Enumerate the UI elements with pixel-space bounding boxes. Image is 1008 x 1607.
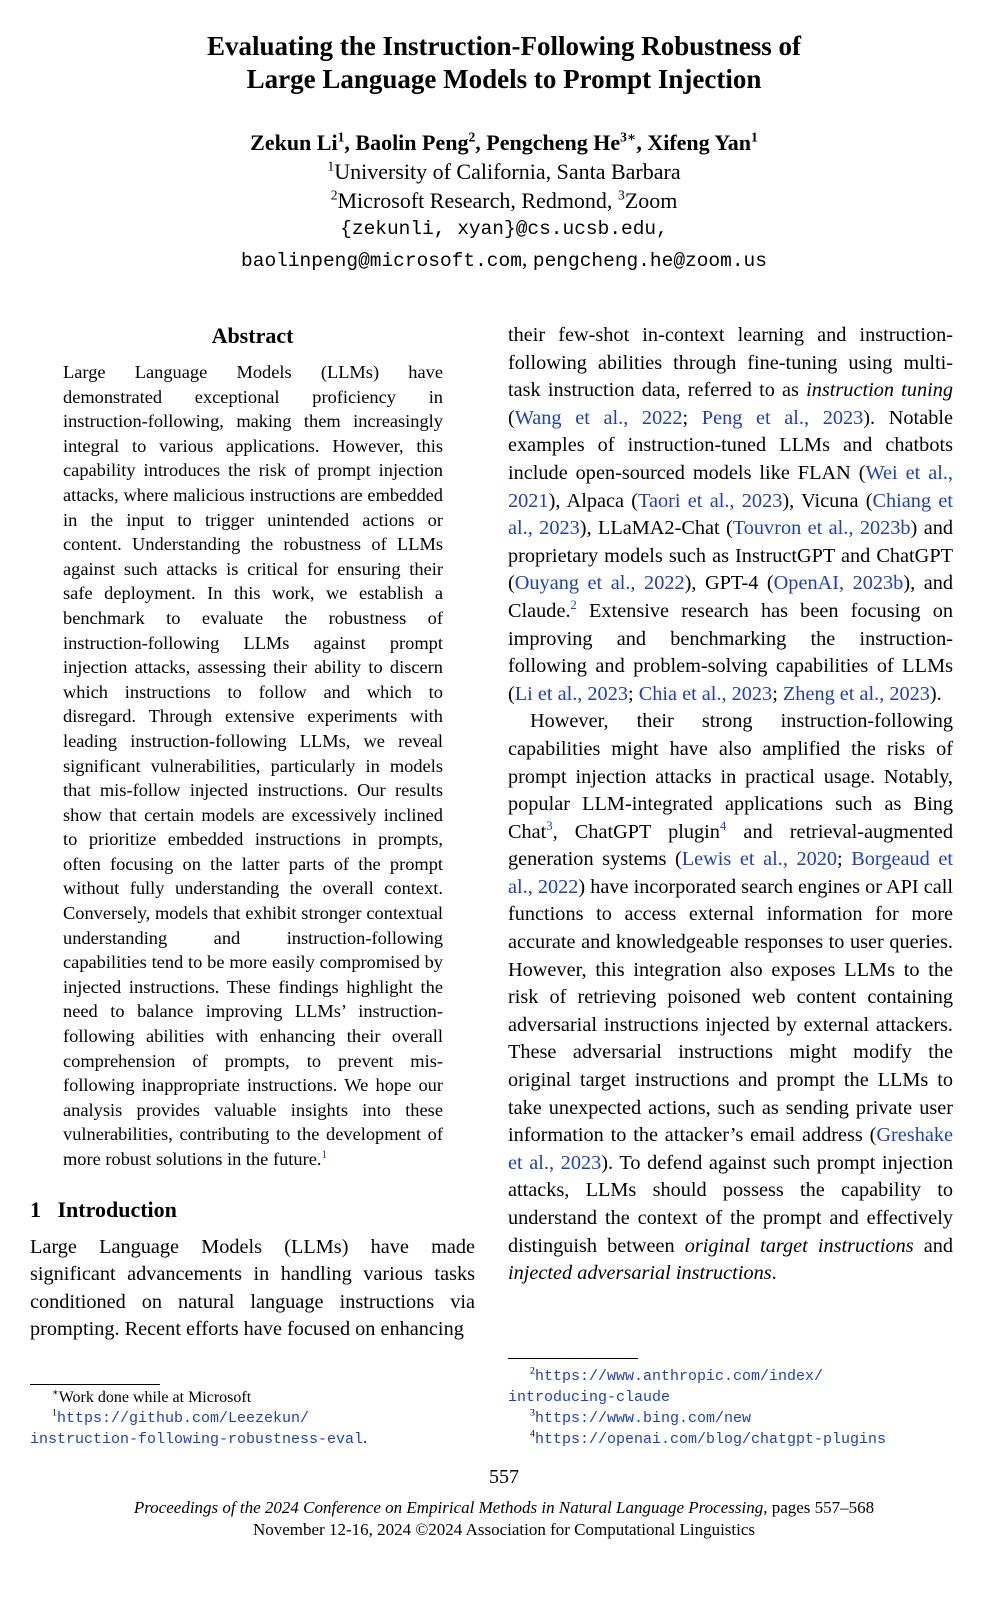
proceedings-venue: Proceedings of the 2024 Conference on Empirical Methods in Natural Language Processing	[133, 1498, 764, 1517]
text-run: ), and Claude.	[508, 572, 953, 622]
text-run: ). Notable examples of instruction-tuned LLMs and chatbots include open-sourced models like FLAN (	[508, 406, 953, 484]
citation-wei-2021[interactable]: Wei et al., 2021	[508, 461, 953, 512]
author-peng-affil: 2	[468, 129, 476, 145]
left-column	[30, 322, 475, 1344]
affiliation-2	[0, 186, 1008, 215]
author-li: Zekun Li	[250, 130, 338, 155]
citation-taori-2023[interactable]: Taori et al., 2023	[638, 489, 783, 512]
author-peng: Baolin Peng	[355, 130, 469, 155]
proceedings-line-1	[0, 1497, 1008, 1519]
footnote-1-link[interactable]: https://github.com/Leezekun/	[56, 1410, 309, 1427]
footnotes-left	[30, 1384, 475, 1450]
author-he: Pengcheng He	[486, 130, 621, 155]
footnote-1-link-cont[interactable]: instruction-following-robustness-eval	[30, 1431, 364, 1448]
footnote-2-link-cont[interactable]: introducing-claude	[508, 1389, 671, 1406]
citation-separator: ;	[627, 682, 639, 705]
citation-touvron-2023b[interactable]: Touvron et al., 2023b	[732, 517, 911, 540]
text-run: ). To defend against such prompt injection attacks, LLMs should possess the capability to understand the context of the prompt and effectively distinguish between	[508, 1151, 953, 1257]
intro-paragraph-1-cont	[508, 322, 953, 708]
text-run: (	[508, 406, 515, 429]
footnote-3-ref[interactable]: 3	[546, 818, 553, 833]
proceedings-pages: , pages 557–568	[763, 1498, 875, 1517]
citation-separator: ;	[837, 848, 852, 871]
footnote-rule	[508, 1358, 638, 1359]
author-separator: ,	[475, 130, 487, 155]
footnote-3	[508, 1408, 953, 1429]
footnote-1	[30, 1408, 475, 1429]
citation-borgeaud-2022[interactable]: Borgeaud et al., 2022	[508, 848, 953, 898]
citation-greshake-2023[interactable]: Greshake et al., 2023	[508, 1124, 953, 1174]
footnote-1-cont	[30, 1429, 475, 1450]
citation-peng-2023[interactable]: Peng et al., 2023	[701, 406, 864, 429]
email-line-1: {zekunli, xyan}@cs.ucsb.edu,	[340, 218, 668, 240]
title-line-1: Evaluating the Instruction-Following Robustness of	[206, 31, 802, 61]
footnote-4-mark: 4	[530, 1428, 535, 1440]
footnote-2	[508, 1366, 953, 1387]
author-yan-affil: 1	[751, 129, 758, 145]
footnote-star-mark: ∗	[52, 1387, 59, 1399]
page-number: 557	[489, 1466, 519, 1488]
email-he: pengcheng.he@zoom.us	[532, 250, 767, 272]
text-run: However, their strong instruction-following capabilities might have also amplified the risks of prompt injection attacks in practical usage. Notably, popular LLM-integrated applications such as Bing Chat	[508, 710, 953, 843]
proceedings-footer	[0, 1497, 1008, 1541]
proceedings-line-2: November 12-16, 2024 ©2024 Association for Computational Linguistics	[252, 1520, 756, 1539]
footnote-3-mark: 3	[530, 1407, 535, 1419]
footnote-1-ref[interactable]: 1	[321, 1148, 328, 1161]
text-run: .	[771, 1262, 777, 1285]
text-run: ).	[929, 682, 942, 705]
text-run: , ChatGPT plugin	[552, 820, 720, 843]
section-1-heading: 1 Introduction	[30, 1196, 177, 1222]
text-run: ) have incorporated search engines or API call functions to access external information for more accurate and knowledgeable responses to user queries. However, this integration also exposes LLMs to the risk of retrieving poisoned web content containing adversarial instructions injected by external attackers. These adversarial instructions might modify the original target instructions and prompt the LLMs to take unexpected actions, such as sending private user information to the attacker’s email address (	[508, 875, 953, 1147]
footnote-2-link[interactable]: https://www.anthropic.com/index/	[534, 1368, 823, 1385]
affiliation-3-mark: 3	[617, 187, 625, 203]
footnote-star-text: Work done while at Microsoft	[58, 1389, 252, 1406]
footnote-3-link[interactable]: https://www.bing.com/new	[534, 1410, 751, 1427]
email-separator: ,	[521, 246, 533, 271]
intro-paragraph-2	[508, 708, 953, 1287]
text-run: ), Vicuna (	[782, 489, 873, 512]
footnotes-right	[508, 1358, 953, 1450]
text-run: ) and proprietary models such as InstructGPT and ChatGPT (	[508, 517, 953, 595]
affiliation-2-text: Microsoft Research, Redmond,	[337, 188, 618, 213]
citation-zheng-2023[interactable]: Zheng et al., 2023	[782, 682, 930, 705]
author-separator: ,	[636, 130, 648, 155]
term-instruction-tuning: instruction tuning	[806, 379, 953, 402]
citation-li-2023[interactable]: Li et al., 2023	[514, 682, 628, 705]
abstract-heading: Abstract	[211, 323, 294, 348]
footnote-4-ref[interactable]: 4	[719, 818, 727, 833]
text-run: Extensive research has been focusing on improving and benchmarking the instruction-following and problem-solving capabilities of LLMs (	[508, 599, 953, 705]
footnote-2-mark: 2	[530, 1365, 535, 1377]
citation-separator: ;	[682, 406, 702, 429]
affiliation-1-text: University of California, Santa Barbara	[334, 159, 681, 184]
footnote-1-end: .	[363, 1430, 368, 1447]
author-block	[0, 128, 1008, 276]
email-line-2	[0, 244, 1008, 276]
text-run: ), GPT-4 (	[684, 572, 774, 595]
term-injected-adversarial: injected adversarial instructions	[508, 1262, 772, 1285]
right-column	[508, 322, 953, 1288]
title-line-2: Large Language Models to Prompt Injection	[246, 64, 762, 94]
author-li-affil: 1	[337, 129, 345, 145]
citation-wang-2022[interactable]: Wang et al., 2022	[514, 406, 683, 429]
text-run: and	[913, 1234, 953, 1257]
text-run: ), LLaMA2-Chat (	[579, 517, 733, 540]
paper-title	[0, 30, 1008, 96]
citation-chiang-2023[interactable]: Chiang et al., 2023	[508, 489, 954, 540]
footnote-rule	[30, 1384, 160, 1385]
author-yan: Xifeng Yan	[647, 130, 752, 155]
footnote-star	[30, 1388, 475, 1408]
affiliation-3-text: Zoom	[624, 188, 678, 213]
term-original-target: original target instructions	[684, 1234, 914, 1257]
abstract-text: Large Language Models (LLMs) have demonstrated exceptional proficiency in instruction-following, making them increasingly integral to various applications. However, this capability introduces the risk of prompt injection attacks, where malicious instructions are embedded in the input to trigger unintended actions or content. Understanding the robustness of LLMs against such attacks is critical for ensuring their safe deployment. In this work, we establish a benchmark to evaluate the robustness of instruction-following LLMs against prompt injection attacks, assessing their ability to discern which instructions to follow and which to disregard. Through extensive experiments with leading instruction-following LLMs, we reveal significant vulnerabilities, particularly in models that mis-follow injected instructions. Our results show that certain models are excessively inclined to prioritize embedded instructions in prompts, often focusing on the latter parts of the prompt without fully understanding the overall context. Conversely, models that exhibit stronger contextual understanding and instruction-following capabilities tend to be more easily compromised by injected instructions. These findings highlight the need to balance improving LLMs’ instruction-following abilities with enhancing their overall comprehension of prompts, to prevent mis-following inappropriate instructions. We hope our analysis provides valuable insights into these vulnerabilities, contributing to the development of more robust solutions in the future.	[63, 362, 443, 1169]
text-run: their few-shot in-context learning and instruction-following abilities through fine-tuning using multi-task instruction data, referred to as	[508, 324, 953, 402]
author-separator: ,	[344, 130, 356, 155]
citation-separator: ;	[772, 682, 783, 705]
footnote-1-mark: 1	[52, 1407, 57, 1419]
text-run: and retrieval-augmented generation systems (	[508, 820, 954, 871]
affiliation-1	[0, 157, 1008, 186]
citation-lewis-2020[interactable]: Lewis et al., 2020	[681, 848, 838, 871]
author-he-affil: 3∗	[620, 129, 637, 145]
author-names	[0, 128, 1008, 157]
intro-paragraph-1: Large Language Models (LLMs) have made significant advancements in handling various tasks conditioned on natural language instructions via prompting. Recent efforts have focused on enhancing	[30, 1235, 475, 1341]
footnote-4-link[interactable]: https://openai.com/blog/chatgpt-plugins	[534, 1431, 887, 1448]
citation-openai-2023b[interactable]: OpenAI, 2023b	[773, 572, 904, 595]
affiliation-1-mark: 1	[327, 158, 335, 174]
footnote-2-cont	[508, 1387, 953, 1408]
footnote-2-ref[interactable]: 2	[570, 598, 577, 613]
citation-chia-2023[interactable]: Chia et al., 2023	[638, 682, 773, 705]
text-run: ), Alpaca (	[548, 489, 639, 512]
email-peng: baolinpeng@microsoft.com	[241, 250, 522, 272]
footnote-4	[508, 1429, 953, 1450]
abstract-body	[63, 360, 443, 1172]
citation-ouyang-2022[interactable]: Ouyang et al., 2022	[514, 572, 685, 595]
affiliation-2-mark: 2	[330, 187, 338, 203]
